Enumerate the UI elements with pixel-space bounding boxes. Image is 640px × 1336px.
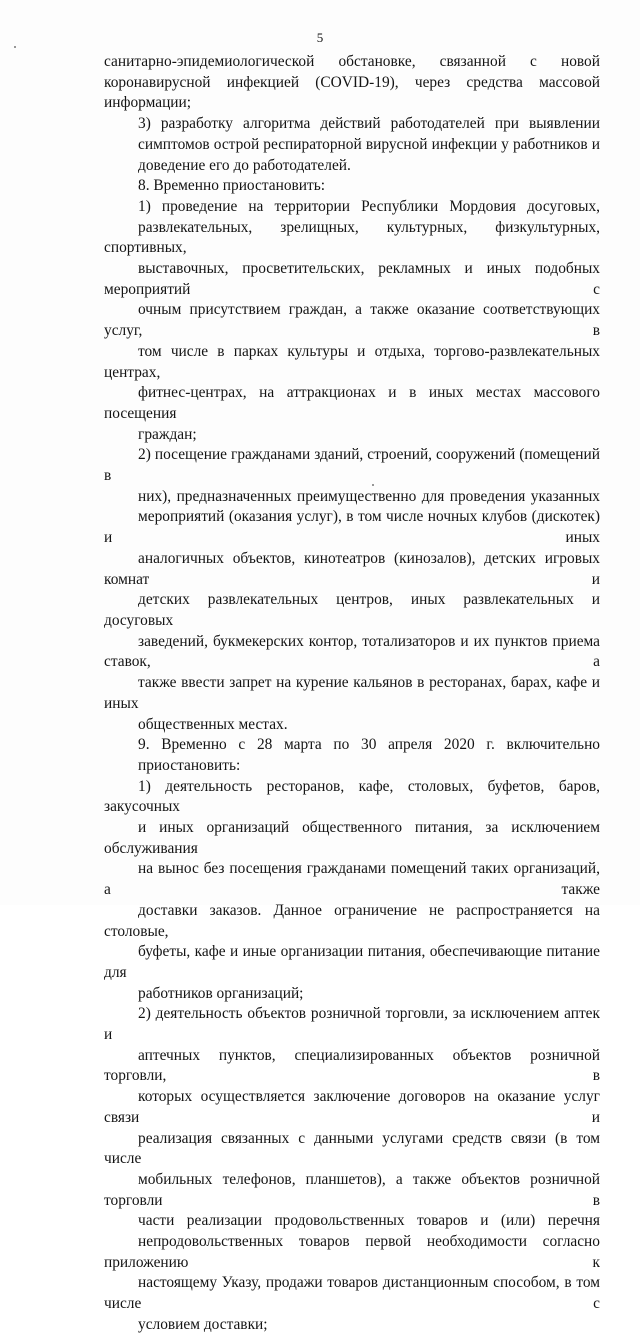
paragraph <box>104 735 600 776</box>
text-line: мероприятий (оказания услуг), в том числе ночных клубов (дискотек) и иных <box>104 508 600 547</box>
text-line: очным присутствием граждан, а также оказание соответствующих услуг, в <box>104 301 600 340</box>
paragraph <box>104 176 600 197</box>
scan-speck <box>372 484 374 486</box>
text-line: детских развлекательных центров, иных развлекательных и досуговых <box>104 591 600 629</box>
scan-speck <box>14 46 16 48</box>
text-line: том числе в парках культуры и отдыха, торгово-развлекательных центрах, <box>104 342 600 381</box>
text-line: буфеты, кафе и иные организации питания, обеспечивающие питание для <box>104 943 600 981</box>
text-line: них), предназначенных преимущественно для проведения указанных <box>138 487 600 505</box>
paragraph <box>104 1004 600 1335</box>
text-line: 2) деятельность объектов розничной торговли, за исключением аптек и <box>104 1005 600 1044</box>
text-line: 3) разработку алгоритма действий работодателей при выявлении <box>138 115 600 133</box>
text-line: 1) деятельность ресторанов, кафе, столовых, буфетов, баров, закусочных <box>104 777 600 816</box>
text-line: санитарно-эпидемиологической обстановке, связанной с новой <box>104 53 600 70</box>
text-line: 2) посещение гражданами зданий, строений, сооружений (помещений в <box>104 446 600 485</box>
document-body <box>104 52 600 1336</box>
text-line: 9. Временно с 28 марта по 30 апреля 2020 г. включительно <box>138 736 600 754</box>
text-line: аналогичных объектов, кинотеатров (кинозалов), детских игровых комнат и <box>104 549 600 588</box>
text-line: приостановить: <box>138 756 241 774</box>
text-line: также ввести запрет на курение кальянов в ресторанах, барах, кафе и иных <box>104 674 600 712</box>
text-line: части реализации продовольственных товаров и (или) перечня <box>138 1212 600 1230</box>
text-line: работников организаций; <box>138 984 304 1002</box>
text-line: граждан; <box>138 425 197 443</box>
text-line: реализация связанных с данными услугами средств связи (в том числе <box>104 1129 600 1168</box>
text-line: аптечных пунктов, специализированных объектов розничной торговли, в <box>104 1046 600 1085</box>
text-line: и иных организаций общественного питания, за исключением обслуживания <box>104 819 600 857</box>
text-line: непродовольственных товаров первой необходимости согласно приложению к <box>104 1233 600 1271</box>
text-line: условием доставки; <box>138 1315 268 1333</box>
text-line: коронавирусной инфекцией (COVID-19), через средства массовой <box>104 73 600 91</box>
text-line: настоящему Указу, продажи товаров дистанционным способом, в том числе с <box>104 1274 600 1313</box>
paragraph <box>104 114 600 176</box>
text-line: фитнес-центрах, на аттракционах и в иных местах массового посещения <box>104 384 600 422</box>
text-line: которых осуществляется заключение договоров на оказание услуг связи и <box>104 1088 600 1126</box>
paragraph <box>104 197 600 445</box>
paragraph <box>104 52 600 114</box>
paragraph <box>104 777 600 1005</box>
text-line: общественных местах. <box>138 715 288 733</box>
text-line: симптомов острой респираторной вирусной инфекции у работников и <box>138 135 600 153</box>
text-line: доставки заказов. Данное ограничение не распространяется на столовые, <box>104 901 600 940</box>
text-line: заведений, букмекерских контор, тотализаторов и их пунктов приема ставок, а <box>104 632 600 671</box>
text-line: доведение его до работодателей. <box>138 156 351 174</box>
text-line: на вынос без посещения гражданами помещений таких организаций, а также <box>104 860 600 899</box>
page-number: 5 <box>316 30 324 45</box>
text-line: 1) проведение на территории Республики Мордовия досуговых, <box>138 197 600 215</box>
text-line: 8. Временно приостановить: <box>138 177 326 195</box>
text-line: информации; <box>104 94 192 112</box>
text-line: мобильных телефонов, планшетов), а также объектов розничной торговли в <box>104 1170 600 1209</box>
text-line: выставочных, просветительских, рекламных и иных подобных мероприятий с <box>104 260 600 298</box>
paragraph <box>104 445 600 735</box>
text-line: развлекательных, зрелищных, культурных, физкультурных, спортивных, <box>104 218 600 257</box>
